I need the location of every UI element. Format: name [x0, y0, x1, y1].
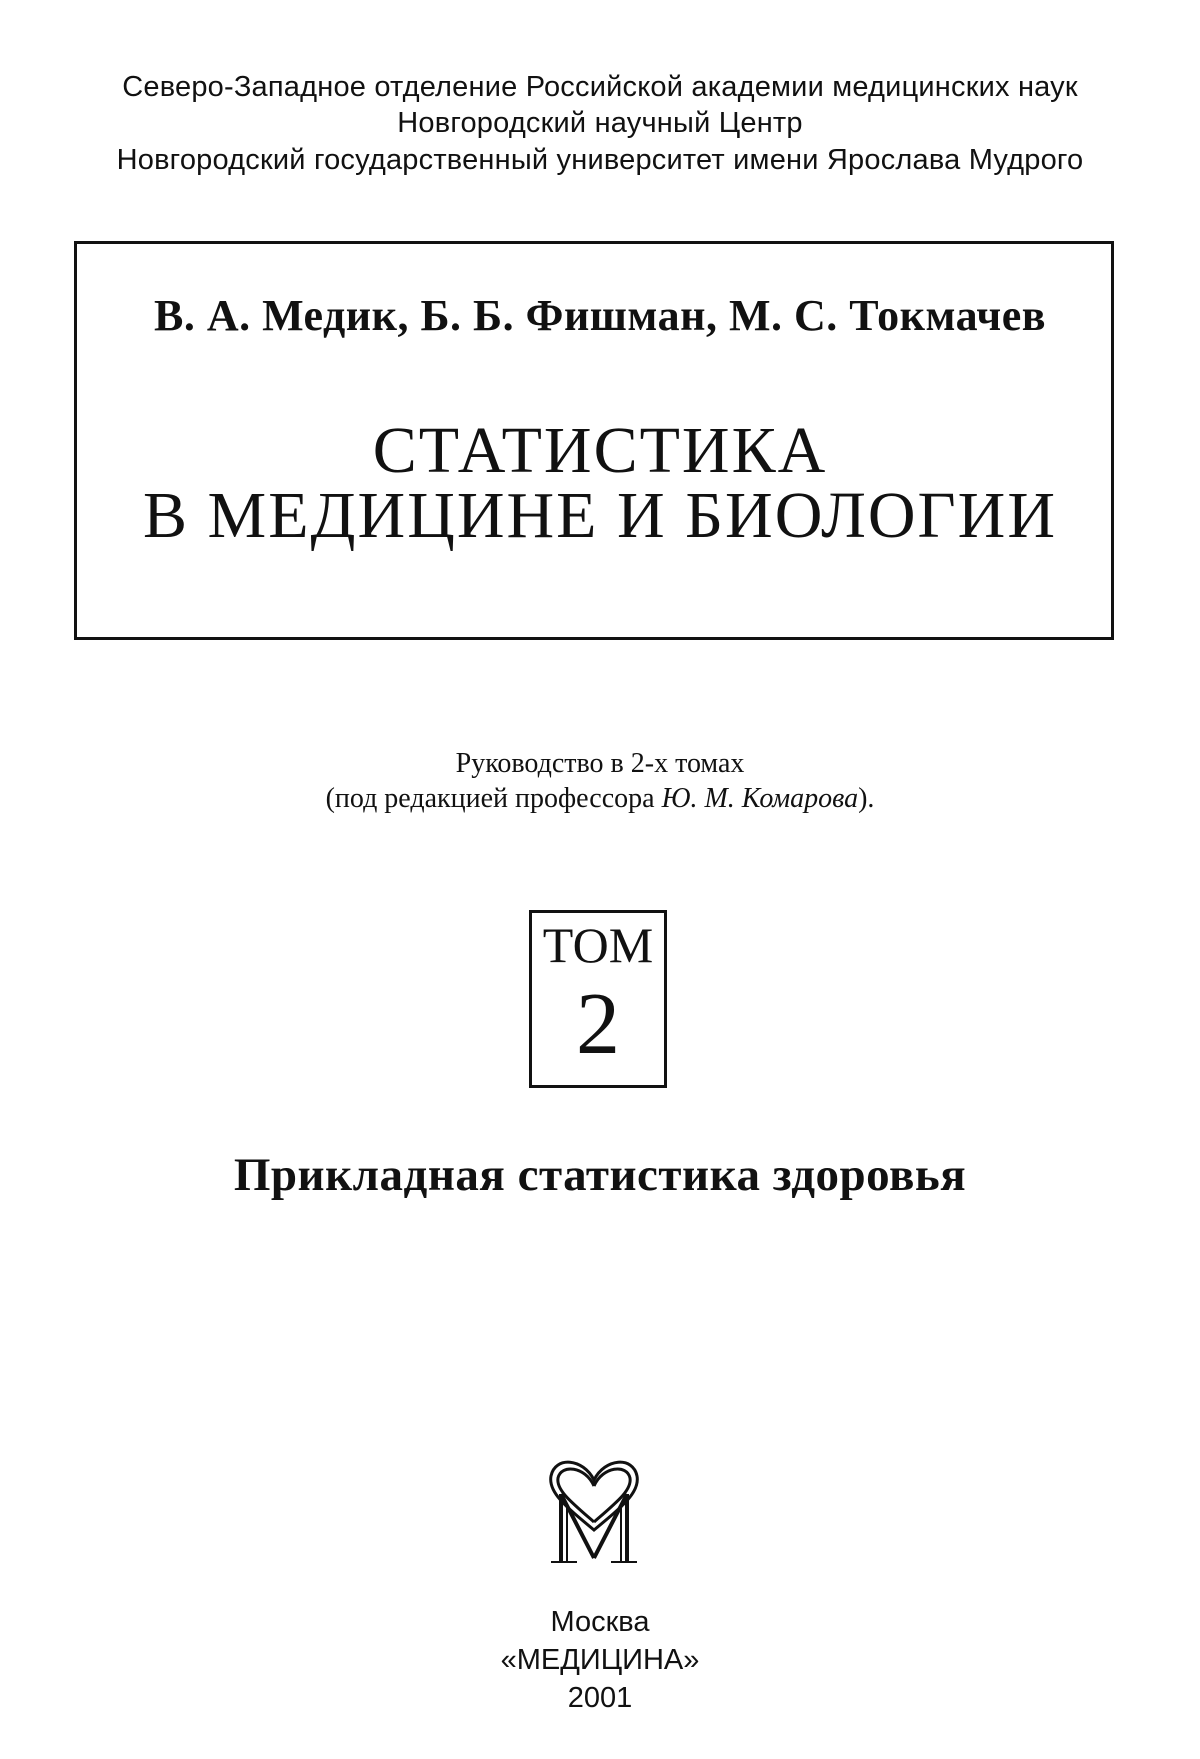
- subtitle: Прикладная статистика здоровья: [233, 1149, 967, 1201]
- authors: В. А. Медик, Б. Б. Фишман, М. С. Токмачев: [153, 291, 1046, 340]
- heart-m-logo-icon: [543, 1450, 645, 1568]
- book-title-line-1: СТАТИСТИКА: [372, 414, 828, 487]
- publication-year: 2001: [567, 1682, 633, 1714]
- institution-line-3: Новгородский государственный университет имени Ярослава Мудрого: [116, 144, 1084, 176]
- editor-note-prefix: (под редакцией профессора: [325, 783, 662, 814]
- volume-label: ТОМ: [542, 917, 654, 973]
- editor-note-suffix: ).: [858, 783, 875, 814]
- institution-line-1: Северо-Западное отделение Российской академии медицинских наук: [122, 71, 1078, 103]
- volume-number: 2: [576, 976, 620, 1073]
- volume-box: [529, 910, 667, 1088]
- editor-name: Ю. М. Комарова: [661, 783, 859, 814]
- guide-description: Руководство в 2-х томах: [455, 748, 745, 779]
- publisher-name: «МЕДИЦИНА»: [500, 1644, 700, 1676]
- editor-note: [0, 783, 1200, 815]
- institution-line-2: Новгородский научный Центр: [397, 107, 803, 139]
- book-title-line-2: В МЕДИЦИНЕ И БИОЛОГИИ: [142, 479, 1058, 552]
- publisher-city: Москва: [550, 1606, 650, 1638]
